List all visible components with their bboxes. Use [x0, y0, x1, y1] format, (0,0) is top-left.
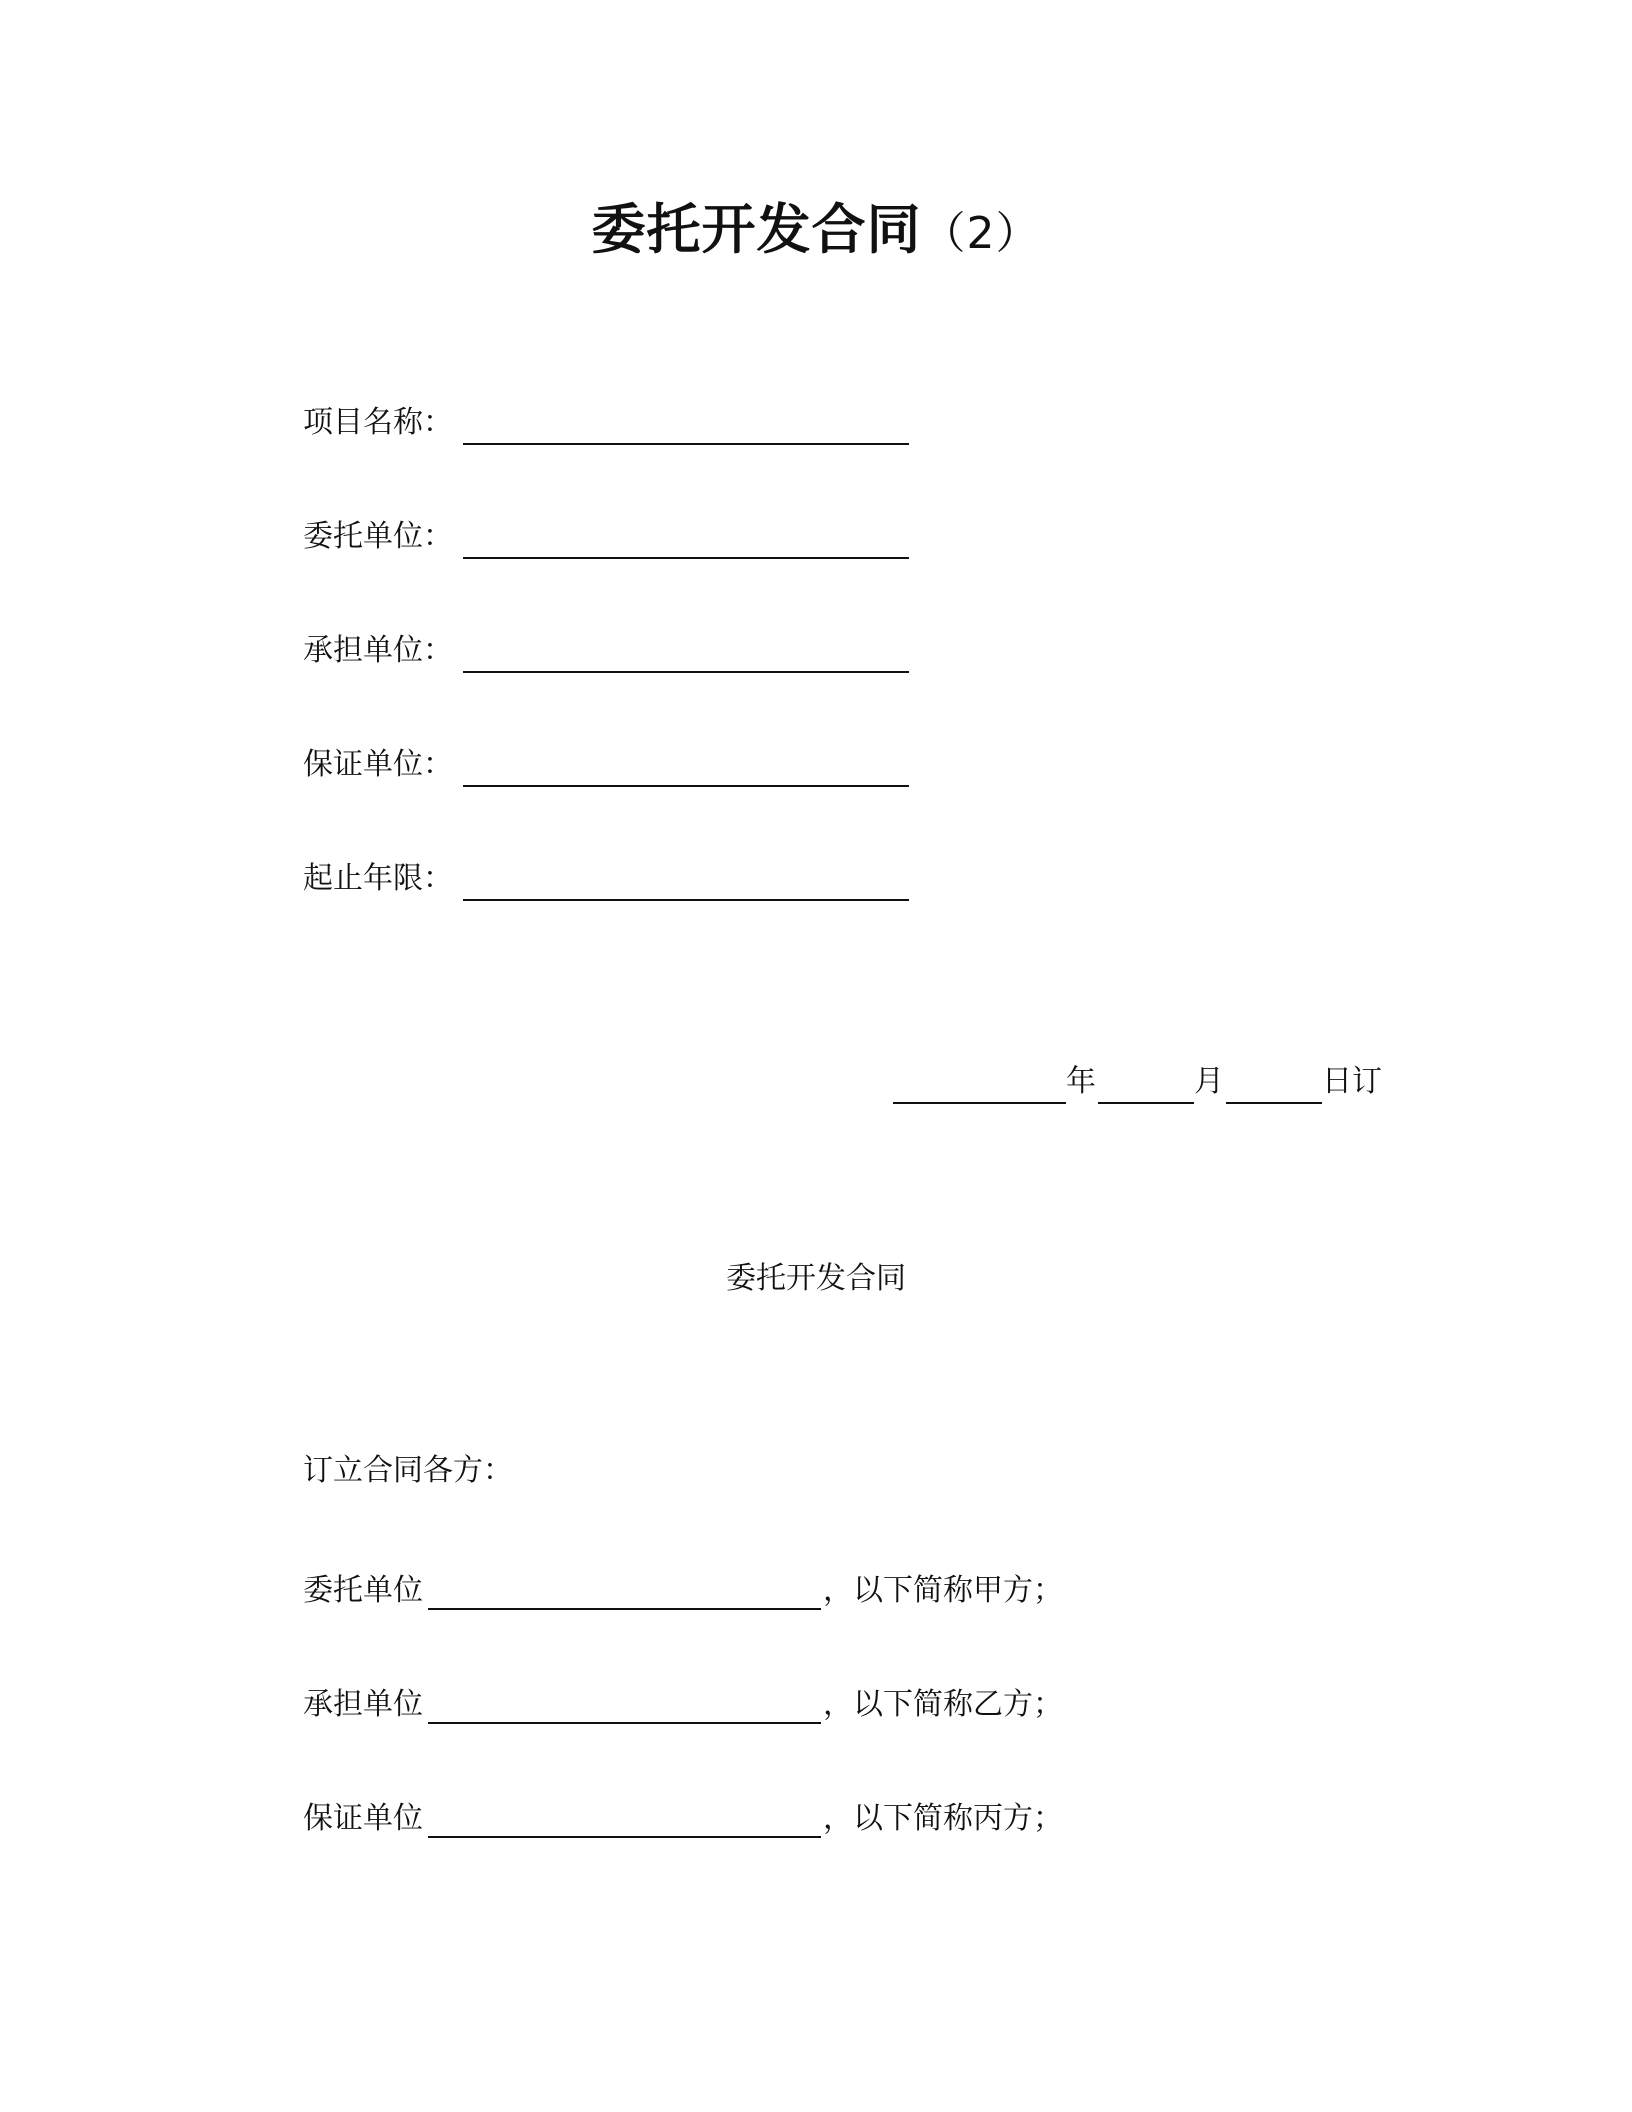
day-label: 日订	[1322, 1064, 1382, 1099]
cover-field-label: 承担单位：	[303, 633, 453, 668]
fill-in-blank-line	[463, 899, 909, 901]
party-line-contractor	[303, 1685, 1103, 1727]
cover-field-guarantor	[303, 745, 1003, 785]
party-label: 委托单位	[303, 1573, 423, 1608]
party-suffix: ，以下简称乙方；	[823, 1687, 1063, 1722]
party-label: 保证单位	[303, 1801, 423, 1836]
fill-in-blank-line	[428, 1722, 821, 1724]
fill-in-blank-line	[463, 785, 909, 787]
year-blank	[893, 1102, 1066, 1104]
parties-intro: 订立合同各方：	[303, 1453, 513, 1488]
party-line-guarantor	[303, 1799, 1103, 1841]
party-line-client	[303, 1571, 1103, 1613]
fill-in-blank-line	[463, 443, 909, 445]
month-label: 月	[1194, 1064, 1224, 1099]
year-label: 年	[1066, 1064, 1096, 1099]
cover-field-label: 委托单位：	[303, 519, 453, 554]
title-text: 委托开发合同	[591, 198, 922, 261]
fill-in-blank-line	[463, 671, 909, 673]
month-blank	[1098, 1102, 1194, 1104]
day-blank	[1226, 1102, 1322, 1104]
fill-in-blank-line	[428, 1608, 821, 1610]
cover-field-project-name	[303, 403, 1003, 443]
party-suffix: ，以下简称甲方；	[823, 1573, 1063, 1608]
party-label: 承担单位	[303, 1687, 423, 1722]
fill-in-blank-line	[428, 1836, 821, 1838]
title-suffix: （2）	[921, 208, 1041, 259]
cover-field-label: 项目名称：	[303, 405, 453, 440]
signing-date-line	[893, 1062, 1393, 1104]
cover-field-label: 保证单位：	[303, 747, 453, 782]
section-title: 委托开发合同	[726, 1261, 906, 1296]
party-suffix: ，以下简称丙方；	[823, 1801, 1063, 1836]
fill-in-blank-line	[463, 557, 909, 559]
cover-field-label: 起止年限：	[303, 861, 453, 896]
cover-field-contractor	[303, 631, 1003, 671]
document-title	[0, 198, 1632, 266]
cover-field-term	[303, 859, 1003, 899]
cover-field-client	[303, 517, 1003, 557]
